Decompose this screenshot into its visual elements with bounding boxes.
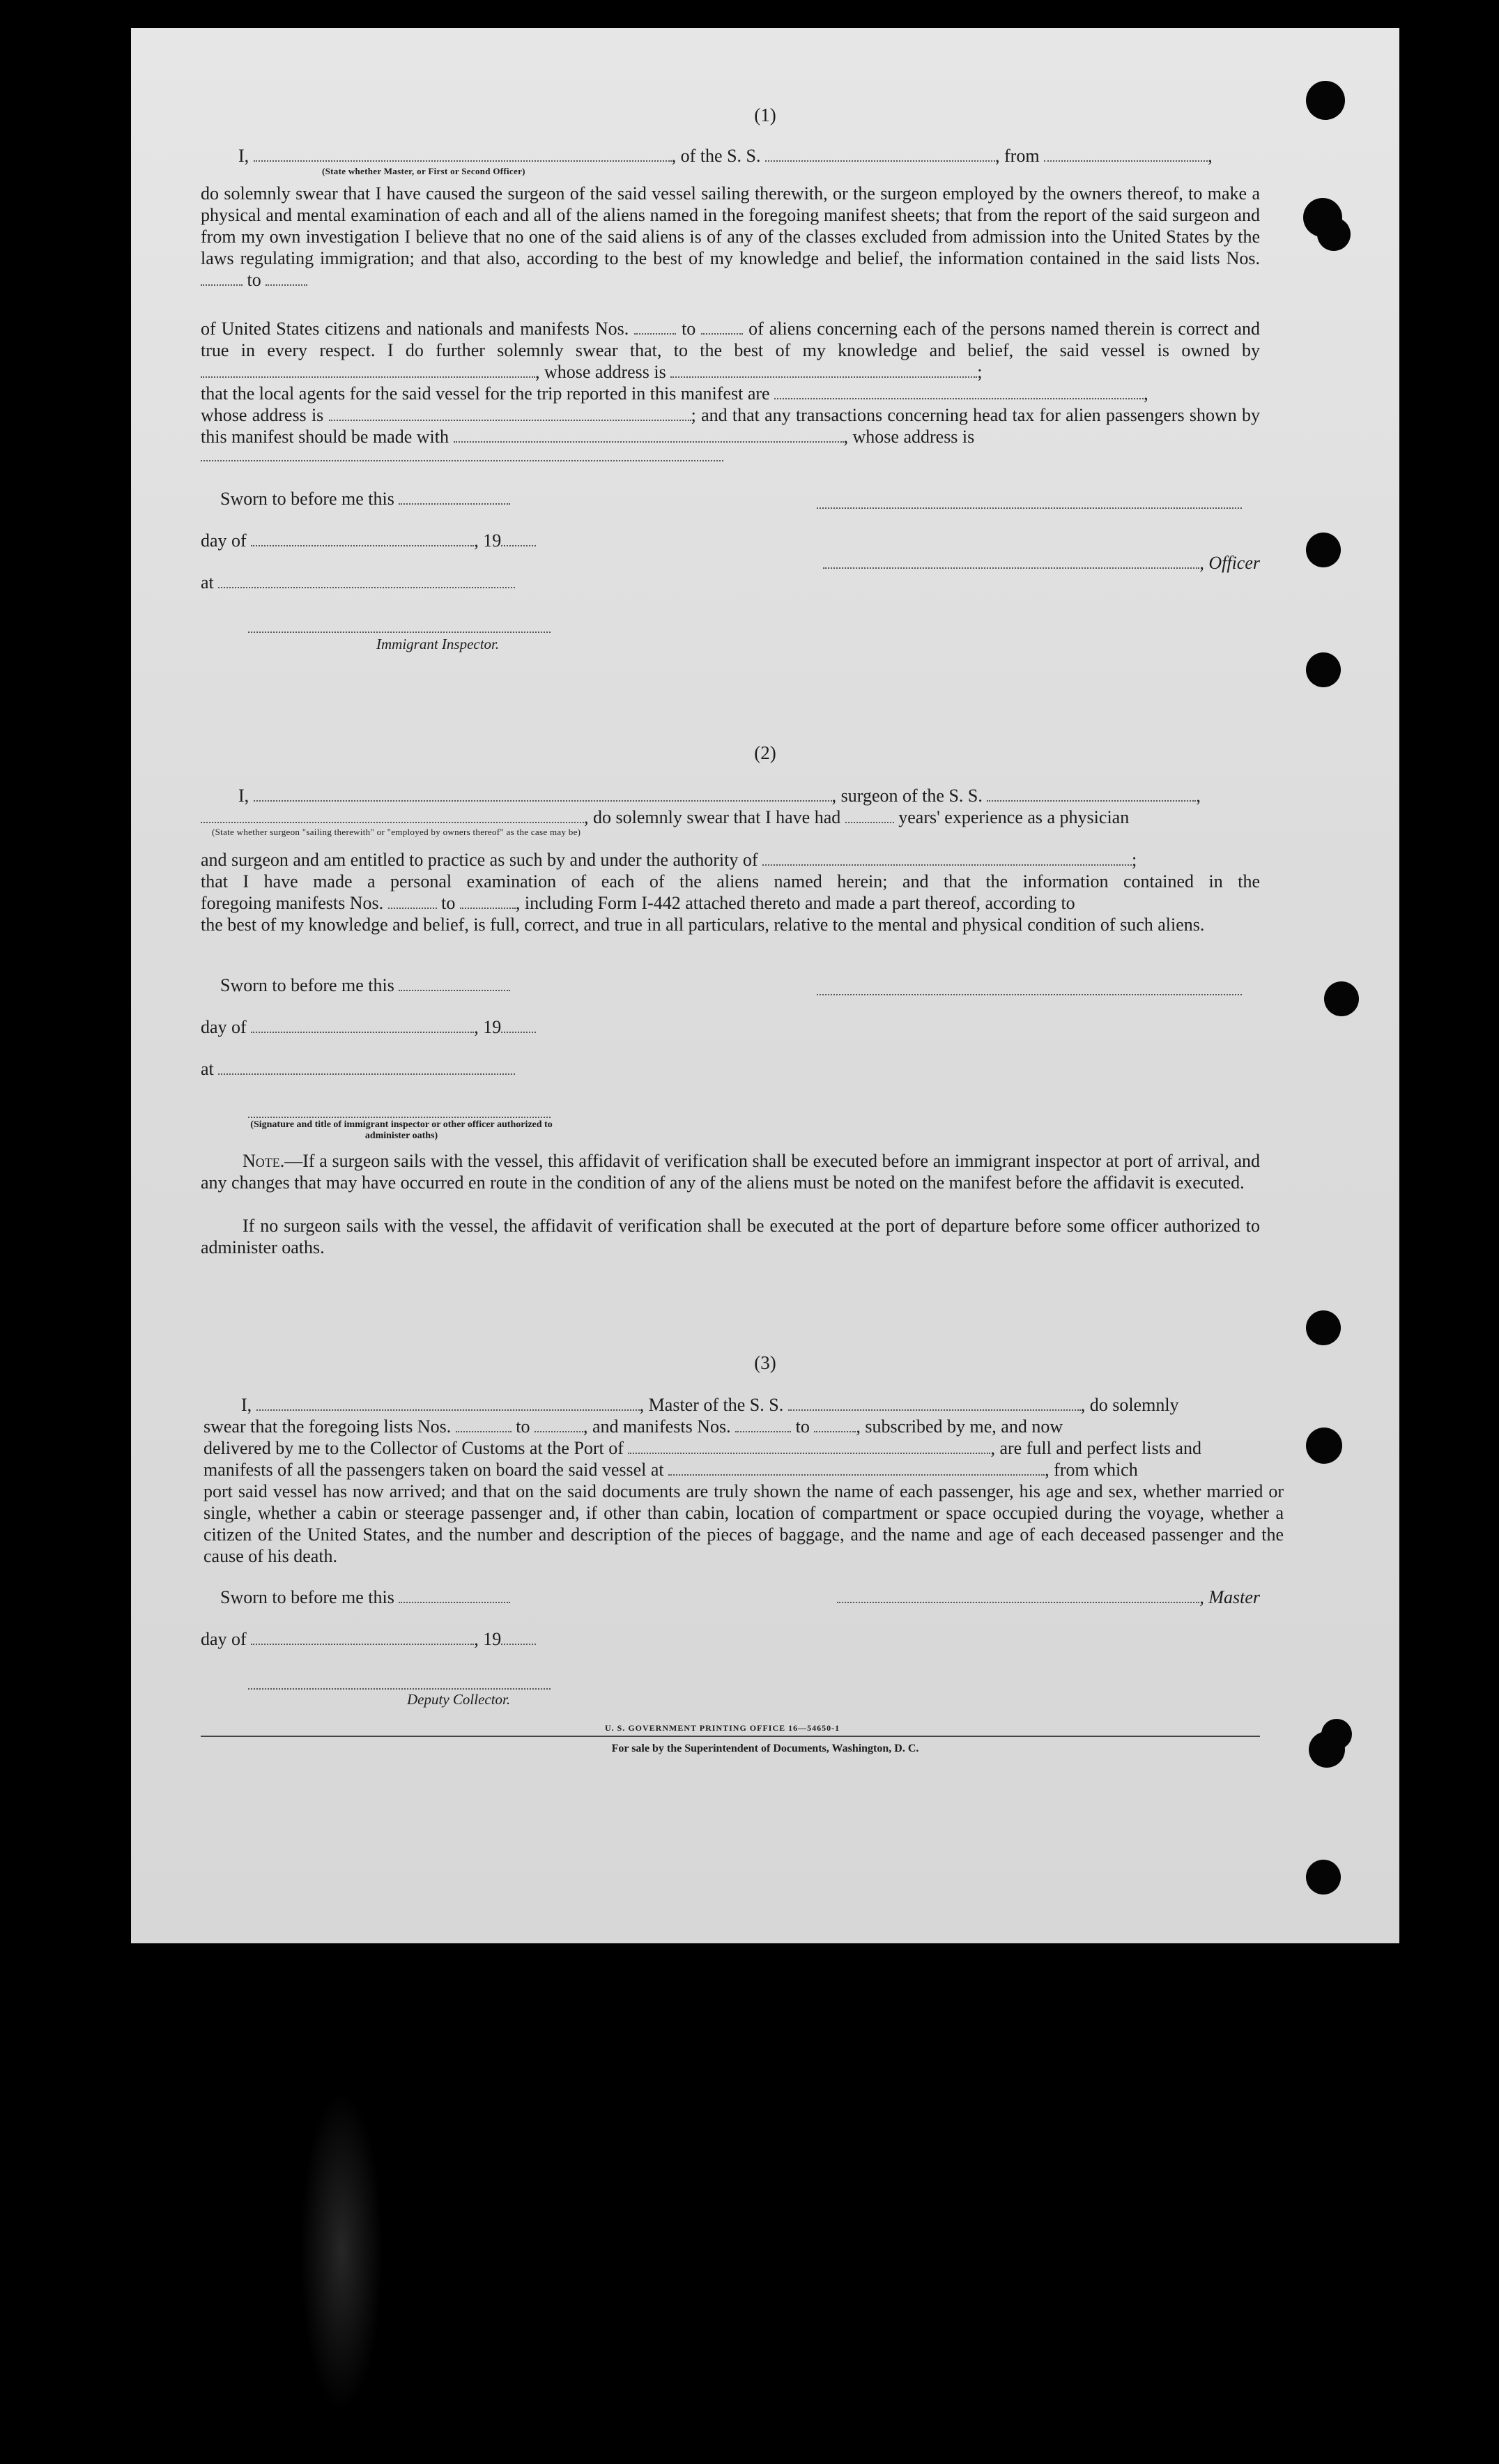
sale-notice: For sale by the Superintendent of Documents, Washington, D. C. xyxy=(611,1743,919,1754)
field-note: (State whether Master, or First or Second Officer) xyxy=(322,166,525,176)
officer-signature: , Officer xyxy=(814,552,1260,574)
oath-line: that I have made a personal examination of each of the aliens named herein; and that the information contained in the xyxy=(201,871,1260,892)
punch-hole xyxy=(1306,1428,1342,1464)
oath-line: I, , of the S. S. , from , xyxy=(238,146,1213,166)
punch-hole xyxy=(1324,981,1359,1016)
oath-paragraph: do solemnly swear that I have caused the surgeon of the said vessel sailing therewith, or the surgeon employed by the owners thereof, to make a physical and mental examination of each and all of the aliens named in the foregoing manifest sheets; that from the report of the said surgeon and from my own investigation I believe that no one of the said aliens is of any of the classes excluded from admission into the United States by the laws regulating immigration; and that also, according to the best of my knowledge and belief, the information contained in the said lists Nos. to xyxy=(201,183,1260,290)
oath-line: delivered by me to the Collector of Customs at the Port of , are full and perfect lists and xyxy=(203,1438,1201,1458)
sworn-line: Sworn to before me this xyxy=(201,488,1260,510)
signature-caption: (Signature and title of immigrant inspector or other officer authorized to administer oaths) xyxy=(250,1119,553,1141)
oath-line: that the local agents for the said vessel for the trip reported in this manifest are , xyxy=(201,383,1148,404)
sworn-line: Sworn to before me this xyxy=(201,974,1260,996)
field-note: (State whether surgeon "sailing therewith" or "employed by owners thereof" as the case may be) xyxy=(212,827,581,837)
day-line: day of , 19 xyxy=(201,1016,1260,1038)
oath-paragraph: port said vessel has now arrived; and that on the said documents are truly shown the name of each passenger, his age and sex, whether married or single, whether a cabin or steerage passenger and, if other than cabin, location of compartment or space occupied during the voyage, whether a citizen of the United States, and the number and description of the pieces of baggage, and the name and age of each deceased passenger and the cause of his death. xyxy=(203,1481,1284,1566)
at-line: at xyxy=(201,572,1260,593)
signature-caption: Immigrant Inspector. xyxy=(376,636,500,652)
signature-caption: Deputy Collector. xyxy=(407,1691,511,1708)
oath-line: , do solemnly swear that I have had years' experience as a physician xyxy=(201,806,1260,828)
section-number: (1) xyxy=(754,105,776,125)
oath-paragraph: whose address is ; and that any transactions concerning head tax for alien passengers shown by this manifest should be made with , whose address is xyxy=(201,405,1260,447)
oath-line: swear that the foregoing lists Nos. to , and manifests Nos. to , subscribed by me, and now xyxy=(203,1416,1063,1437)
punch-hole xyxy=(1306,652,1341,687)
manifest-affidavit-page xyxy=(131,28,1399,1943)
punch-hole xyxy=(1306,1860,1341,1895)
punch-hole xyxy=(1306,1310,1341,1345)
master-signature: , Master xyxy=(814,1586,1260,1608)
note-paragraph: Note.—If a surgeon sails with the vessel, this affidavit of verification shall be executed before an immigrant inspector at port of arrival, and any changes that may have occurred en route in the condition of any of the aliens must be noted on the manifest before the affidavit is executed. xyxy=(201,1151,1260,1193)
oath-line: I, , surgeon of the S. S. , xyxy=(238,786,1201,806)
punch-hole xyxy=(1317,217,1351,251)
oath-paragraph: the best of my knowledge and belief, is full, correct, and true in all particulars, relative to the mental and physical condition of such aliens. xyxy=(201,915,1205,935)
scan-artifact xyxy=(300,2091,383,2412)
day-line: day of , 19 xyxy=(201,530,1260,551)
section-number: (2) xyxy=(754,742,776,763)
sworn-line: Sworn to before me this xyxy=(201,1586,1260,1608)
oath-line: foregoing manifests Nos. to , including Form I-442 attached thereto and made a part thereof, according to xyxy=(201,893,1075,913)
note-paragraph: If no surgeon sails with the vessel, the affidavit of verification shall be executed at the port of departure before some officer authorized to administer oaths. xyxy=(201,1216,1260,1257)
printer-imprint: U. S. GOVERNMENT PRINTING OFFICE 16—54650-1 xyxy=(605,1723,840,1733)
at-line: at xyxy=(201,1058,1260,1080)
punch-hole xyxy=(1306,533,1341,567)
oath-line: I, , Master of the S. S. , do solemnly xyxy=(241,1395,1179,1415)
oath-paragraph: of United States citizens and nationals and manifests Nos. to of aliens concerning each of the persons named therein is correct and true in every respect. I do further solemnly swear that, to the best of my knowledge and belief, the said vessel is owned by , whose address is ; xyxy=(201,319,1261,382)
footer-rule xyxy=(201,1736,1260,1737)
oath-line: and surgeon and am entitled to practice as such by and under the authority of ; xyxy=(201,850,1137,870)
day-line: day of , 19 xyxy=(201,1628,1260,1650)
oath-line: manifests of all the passengers taken on board the said vessel at , from which xyxy=(203,1460,1138,1480)
section-number: (3) xyxy=(754,1352,776,1373)
